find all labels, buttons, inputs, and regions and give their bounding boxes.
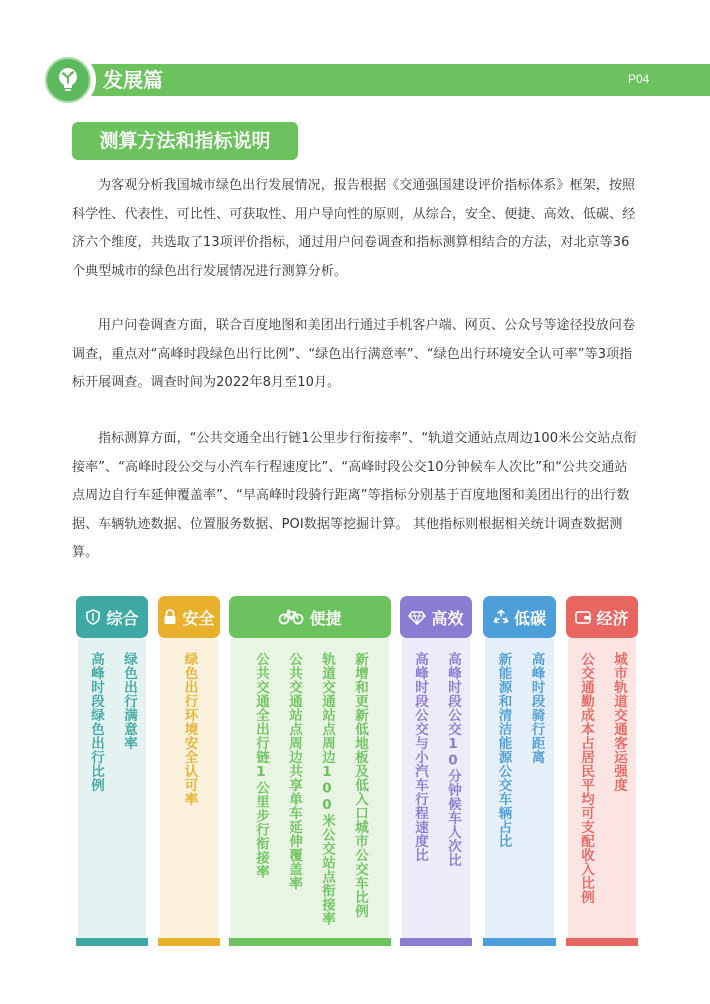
paragraph-metrics: 指标测算方面，“公共交通全出行链1公里步行衔接率”、“轨道交通站点周边100米公交站点衔接率”、“高峰时段公交与小汽车行程速度比”、“高峰时段公交10分钟候车人次比”和“公共交通站点周边自行车延伸覆盖率”、“早高峰时段骑行距离”等指标分别基于百度地图和美团出行的出行数据、车辆轨迹数据、位置服务数据、POI数据等挖掘计算。 其他指标则根据相关统计调查数据测算。 <box>72 431 637 560</box>
section-title: 测算方法和指标说明 <box>72 122 298 160</box>
lightbulb-icon <box>45 57 91 103</box>
dimension-header-6 <box>566 596 638 638</box>
dimension-footer-strip <box>566 938 638 946</box>
wallet-icon <box>575 610 591 624</box>
page-number: P04 <box>628 72 650 86</box>
indicator-item: 高峰时段骑行距离 <box>528 652 545 764</box>
shield-icon <box>85 609 101 625</box>
dimension-footer-strip <box>158 938 220 946</box>
indicator-item: 城市轨道交通客运强度 <box>611 652 627 792</box>
dimension-footer-strip <box>76 938 148 946</box>
dimension-header-1 <box>76 596 148 638</box>
diamond-icon <box>408 609 426 625</box>
indicator-item: 公共交通全出行链1公里步行衔接率 <box>253 652 269 879</box>
indicator-item: 高峰时段公交与小汽车行程速度比 <box>412 652 428 862</box>
dimension-label: 经济 <box>596 608 629 628</box>
bicycle-icon <box>278 609 304 625</box>
indicator-item: 公共交通站点周边共享单车延伸覆盖率 <box>286 652 302 890</box>
indicator-item: 新增和更新低地板及低入口城市公交车比例 <box>352 652 368 918</box>
indicator-item: 新能源和清洁能源公交车辆占比 <box>495 652 512 848</box>
dimension-footer-strip <box>483 938 556 946</box>
paragraph-overview: 为客观分析我国城市绿色出行发展情况，报告根据《交通强国建设评价指标体系》框架，按照科学性、代表性、可比性、可获取性、用户导向性的原则，从综合，安全、便捷、高效、低碳、经济六个维度，共选取了13项评价指标，通过用户问卷调查和指标测算相结合的方法，对北京等36个典型城市的绿色出行发展情况进行测算分析。 <box>72 178 636 279</box>
dimension-footer-strip <box>400 938 472 946</box>
dimension-label: 低碳 <box>513 608 546 628</box>
dimension-label: 高效 <box>431 608 464 628</box>
dimension-label: 便捷 <box>309 608 342 628</box>
indicator-item: 公交通勤成本占居民平均可支配收入比例 <box>578 652 594 904</box>
dimension-header-2 <box>158 596 220 638</box>
dimension-header-4 <box>400 596 472 638</box>
dimension-footer-strip <box>229 938 391 946</box>
indicator-item: 轨道交通站点周边100米公交站点衔接率 <box>319 652 335 926</box>
indicator-item: 高峰时段绿色出行比例 <box>88 652 104 792</box>
chapter-title: 发展篇 <box>103 68 163 92</box>
recycle-icon <box>493 609 509 625</box>
dimension-header-3 <box>229 596 391 638</box>
lock-icon <box>163 609 177 625</box>
indicator-item: 绿色出行环境安全认可率 <box>181 652 198 806</box>
indicator-item: 绿色出行满意率 <box>121 652 137 750</box>
paragraph-survey: 用户问卷调查方面，联合百度地图和美团出行通过手机客户端、网页、公众号等途径投放问卷调查，重点对“高峰时段绿色出行比例”、“绿色出行满意率”、“绿色出行环境安全认可率”等3项指标开展调查。调查时间为2022年8月至10月。 <box>72 318 636 390</box>
dimension-header-5 <box>483 596 556 638</box>
indicator-item: 高峰时段公交10分钟候车人次比 <box>445 652 461 867</box>
dimension-label: 安全 <box>182 608 215 628</box>
dimension-label: 综合 <box>106 608 139 628</box>
